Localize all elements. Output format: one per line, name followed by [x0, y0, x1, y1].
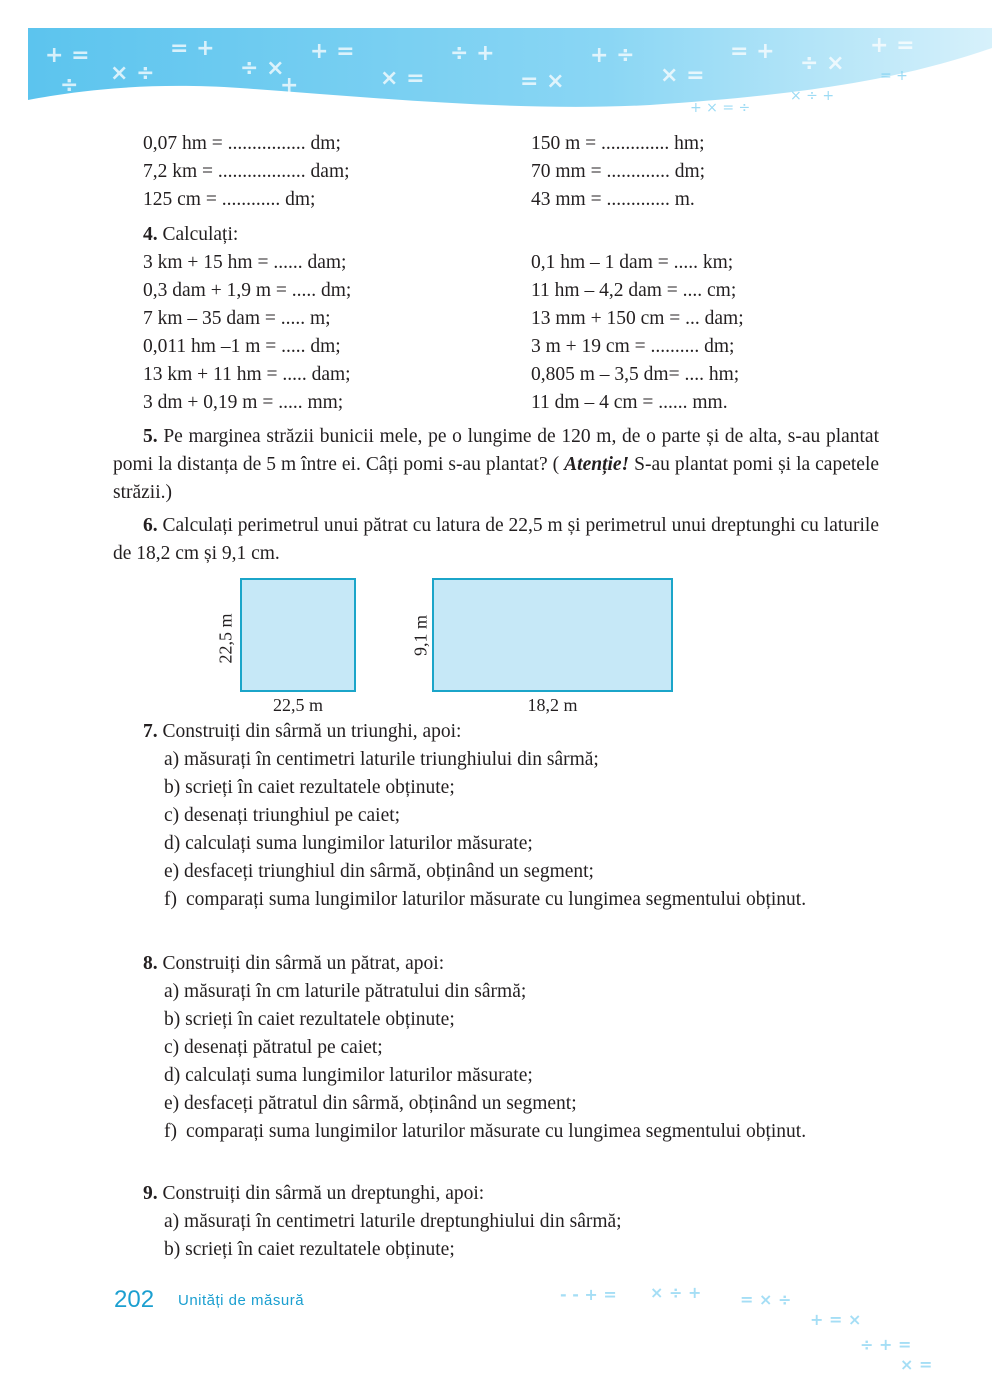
- ex7-item: c) desenați triunghiul pe caiet;: [164, 805, 401, 826]
- ex4-number: 4.: [143, 224, 158, 245]
- ex5-paragraph: [113, 423, 879, 507]
- ex8-item: b) scrieți în caiet rezultatele obținute;: [164, 1009, 455, 1030]
- svg-text:+ =: + =: [870, 33, 915, 58]
- ex7-item: e) desfaceți triunghiul din sârmă, obținând un segment;: [164, 861, 594, 882]
- square-bottom-label: 22,5 m: [272, 695, 323, 715]
- ex4-right-item: 3 m + 19 cm = .......... dm;: [531, 336, 735, 357]
- ex8-item: e) desfaceți pătratul din sârmă, obținând un segment;: [164, 1093, 577, 1114]
- svg-text:÷ ×: ÷ ×: [800, 51, 845, 76]
- ex8-item: d) calculați suma lungimilor laturilor măsurate;: [164, 1065, 533, 1086]
- ex8-heading: [143, 950, 444, 978]
- svg-text:× =: × =: [380, 66, 425, 91]
- ex4-left-item: 7 km – 35 dam = ..... m;: [143, 308, 331, 329]
- ex4-left-item: 0,3 dam + 1,9 m = ..... dm;: [143, 280, 352, 301]
- ex4-left-item: 0,011 hm –1 m = ..... dm;: [143, 336, 341, 357]
- ex7-title: Construiți din sârmă un triunghi, apoi:: [162, 721, 462, 742]
- svg-text:× ÷: × ÷: [110, 61, 155, 86]
- rectangle-figure: [432, 578, 673, 692]
- ex5-text: Pe marginea străzii bunicii mele, pe o lungime de 120 m, de o parte și de alta, s-au plantat pomi la distanța de 5 m între ei. Câți pomi s-au plantat? (: [113, 426, 880, 475]
- ex7-number: 7.: [143, 721, 158, 742]
- svg-text:= +: = +: [730, 39, 775, 64]
- ex3-right-item: 43 mm = ............. m.: [531, 189, 695, 210]
- ex4-left-item: 3 dm + 0,19 m = ..... mm;: [143, 392, 344, 413]
- ex6-number: 6.: [143, 515, 158, 536]
- svg-text:+ × = ÷: + × = ÷: [690, 100, 751, 116]
- ex4-right-item: 13 mm + 150 cm = ... dam;: [531, 308, 744, 329]
- svg-text:× ÷ +: × ÷ +: [790, 88, 835, 104]
- ex9-number: 9.: [143, 1183, 158, 1204]
- svg-text:× ÷ +: × ÷ +: [650, 1283, 702, 1302]
- ex4-heading: [143, 221, 238, 249]
- ex5-attention: Atenție!: [564, 454, 630, 475]
- ex4-right-item: 11 hm – 4,2 dam = .... cm;: [531, 280, 737, 301]
- svg-text:+: +: [280, 73, 299, 98]
- ex5-number: 5.: [143, 426, 158, 447]
- ex8-item: a) măsurați în cm laturile pătratului din sârmă;: [164, 981, 527, 1002]
- svg-text:× =: × =: [660, 63, 705, 88]
- square-figure: [240, 578, 356, 692]
- header-banner: [0, 0, 992, 130]
- ex6-text: Calculați perimetrul unui pătrat cu latura de 22,5 m și perimetrul unui dreptunghi cu laturile de 18,2 cm și 9,1 cm.: [113, 515, 880, 564]
- ex9-heading: [143, 1180, 484, 1208]
- ex3-left-item: 7,2 km = .................. dam;: [143, 161, 350, 182]
- svg-text:+ =: + =: [45, 43, 90, 68]
- ex8-item: c) desenați pătratul pe caiet;: [164, 1037, 383, 1058]
- ex6-paragraph: [113, 512, 879, 568]
- ex9-item: b) scrieți în caiet rezultatele obținute;: [164, 1239, 455, 1260]
- rectangle-bottom-label: 18,2 m: [527, 695, 578, 715]
- svg-text:= ×: = ×: [520, 69, 565, 94]
- ex8-title: Construiți din sârmă un pătrat, apoi:: [162, 953, 445, 974]
- ex4-title: Calculați:: [162, 224, 239, 245]
- ex7-item: f) comparați suma lungimilor laturilor măsurate cu lungimea segmentului obținut.: [164, 889, 807, 910]
- svg-text:- - + =: - - + =: [560, 1285, 617, 1304]
- ex5-text-end: S-au plantat pomi și la capetele străzii.): [113, 454, 880, 503]
- ex9-title: Construiți din sârmă un dreptunghi, apoi:: [162, 1183, 485, 1204]
- footer-decoration: [520, 1270, 992, 1389]
- svg-text:= × ÷: = × ÷: [740, 1290, 792, 1309]
- ex8-number: 8.: [143, 953, 158, 974]
- ex3-left-item: 0,07 hm = ................ dm;: [143, 133, 341, 154]
- square-side-label: 22,5 m: [215, 613, 236, 664]
- ex3-right-item: 70 mm = ............. dm;: [531, 161, 706, 182]
- ex4-left-item: 13 km + 11 hm = ..... dam;: [143, 364, 351, 385]
- svg-text:= +: = +: [880, 68, 908, 84]
- ex3-left-item: 125 cm = ............ dm;: [143, 189, 316, 210]
- svg-text:+ =: + =: [310, 39, 355, 64]
- svg-text:÷ +: ÷ +: [450, 41, 495, 66]
- svg-text:+ = ×: + = ×: [810, 1310, 862, 1329]
- svg-text:× =: × =: [900, 1355, 933, 1374]
- ex4-left-item: 3 km + 15 hm = ...... dam;: [143, 252, 347, 273]
- ex4-right-item: 0,1 hm – 1 dam = ..... km;: [531, 252, 734, 273]
- svg-text:= +: = +: [170, 36, 215, 61]
- ex3-right-item: 150 m = .............. hm;: [531, 133, 705, 154]
- chapter-title: Unități de măsură: [178, 1292, 305, 1309]
- ex7-item: a) măsurați în centimetri laturile triunghiului din sârmă;: [164, 749, 599, 770]
- ex7-heading: [143, 718, 461, 746]
- svg-text:÷: ÷: [60, 73, 79, 98]
- page-number: 202: [114, 1286, 155, 1313]
- ex9-item: a) măsurați în centimetri laturile dreptunghiului din sârmă;: [164, 1211, 622, 1232]
- ex4-right-item: 0,805 m – 3,5 dm= .... hm;: [531, 364, 740, 385]
- ex7-item: b) scrieți în caiet rezultatele obținute;: [164, 777, 455, 798]
- ex7-item: d) calculați suma lungimilor laturilor măsurate;: [164, 833, 533, 854]
- svg-text:÷ + =: ÷ + =: [860, 1335, 912, 1354]
- svg-text:+ ÷: + ÷: [590, 43, 635, 68]
- ex4-right-item: 11 dm – 4 cm = ...... mm.: [531, 392, 728, 413]
- rectangle-side-label: 9,1 m: [410, 615, 431, 657]
- ex8-item: f) comparați suma lungimilor laturilor măsurate cu lungimea segmentului obținut.: [164, 1121, 807, 1142]
- svg-text:÷ ×: ÷ ×: [240, 56, 285, 81]
